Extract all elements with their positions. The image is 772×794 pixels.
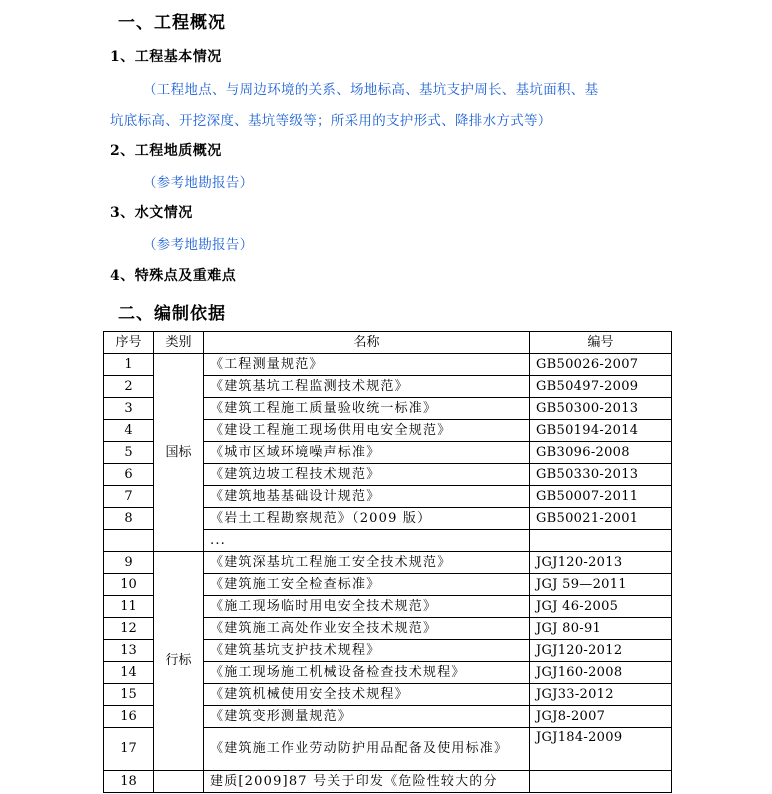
row-code: JGJ120-2013 — [530, 552, 672, 574]
row-name: 《建筑基坑工程监测技术规范》 — [204, 376, 530, 398]
table-header-row — [104, 332, 672, 354]
subsection-1-1-note-line1: （工程地点、与周边环境的关系、场地标高、基坑支护周长、基坑面积、基 — [143, 82, 599, 98]
subsection-1-2-note: （参考地勘报告） — [143, 175, 254, 191]
row-name: 《建设工程施工现场供用电安全规范》 — [204, 420, 530, 442]
row-code: GB50007-2011 — [530, 486, 672, 508]
row-name: 《施工现场施工机械设备检查技术规程》 — [204, 662, 530, 684]
row-code: GB50026-2007 — [530, 354, 672, 376]
row-name: 《建筑施工作业劳动防护用品配备及使用标准》 — [204, 728, 530, 771]
table-row — [104, 552, 672, 574]
row-name: 《施工现场临时用电安全技术规范》 — [204, 596, 530, 618]
subsection-1-1-note-line2: 坑底标高、开挖深度、基坑等级等；所采用的支护形式、降排水方式等） — [110, 113, 552, 129]
table-row — [104, 354, 672, 376]
row-code: JGJ 46-2005 — [530, 596, 672, 618]
row-no: 1 — [104, 354, 154, 376]
row-code: JGJ 80-91 — [530, 618, 672, 640]
row-no: 12 — [104, 618, 154, 640]
row-name: 《建筑深基坑工程施工安全技术规范》 — [204, 552, 530, 574]
row-name: 《岩土工程勘察规范》（2009 版） — [204, 508, 530, 530]
row-category-empty — [154, 771, 204, 793]
row-name: 《建筑基坑支护技术规程》 — [204, 640, 530, 662]
row-no: 15 — [104, 684, 154, 706]
row-code: JGJ8-2007 — [530, 706, 672, 728]
row-name: 《建筑工程施工质量验收统一标准》 — [204, 398, 530, 420]
table-row — [104, 771, 672, 793]
row-code: JGJ160-2008 — [530, 662, 672, 684]
row-name: 《建筑边坡工程技术规范》 — [204, 464, 530, 486]
reference-standards-table — [103, 331, 672, 793]
subsection-1-3-heading: 3、水文情况 — [110, 205, 193, 221]
row-code: GB50021-2001 — [530, 508, 672, 530]
header-code: 编号 — [530, 332, 672, 354]
row-code: GB50330-2013 — [530, 464, 672, 486]
row-name: 《建筑变形测量规范》 — [204, 706, 530, 728]
row-no: 13 — [104, 640, 154, 662]
ellipsis-cell: ... — [204, 530, 530, 552]
row-name: 《建筑机械使用安全技术规程》 — [204, 684, 530, 706]
subsection-1-3-note: （参考地勘报告） — [143, 237, 254, 253]
row-no: 17 — [104, 728, 154, 771]
row-no: 4 — [104, 420, 154, 442]
row-no-empty — [104, 530, 154, 552]
header-no: 序号 — [104, 332, 154, 354]
category-national: 国标 — [154, 354, 204, 552]
row-no: 14 — [104, 662, 154, 684]
row-name: 《工程测量规范》 — [204, 354, 530, 376]
row-name: 《城市区域环境噪声标准》 — [204, 442, 530, 464]
header-category: 类别 — [154, 332, 204, 354]
category-industry: 行标 — [154, 552, 204, 771]
row-code: JGJ120-2012 — [530, 640, 672, 662]
row-no: 9 — [104, 552, 154, 574]
row-code: GB50194-2014 — [530, 420, 672, 442]
section-2-heading: 二、编制依据 — [118, 304, 226, 324]
row-no: 7 — [104, 486, 154, 508]
row-code: GB3096-2008 — [530, 442, 672, 464]
row-code: JGJ184-2009 — [530, 728, 672, 771]
row-code-empty — [530, 530, 672, 552]
row-code: GB50497-2009 — [530, 376, 672, 398]
row-code: JGJ33-2012 — [530, 684, 672, 706]
row-no: 3 — [104, 398, 154, 420]
subsection-1-1-heading: 1、工程基本情况 — [110, 49, 222, 65]
row-code: JGJ 59—2011 — [530, 574, 672, 596]
row-code — [530, 771, 672, 793]
row-no: 11 — [104, 596, 154, 618]
row-no: 2 — [104, 376, 154, 398]
header-name: 名称 — [204, 332, 530, 354]
row-name: 《建筑施工安全检查标准》 — [204, 574, 530, 596]
row-no: 18 — [104, 771, 154, 793]
row-name: 《建筑施工高处作业安全技术规范》 — [204, 618, 530, 640]
row-code: GB50300-2013 — [530, 398, 672, 420]
row-no: 6 — [104, 464, 154, 486]
row-no: 16 — [104, 706, 154, 728]
row-no: 5 — [104, 442, 154, 464]
subsection-1-4-heading: 4、特殊点及重难点 — [110, 268, 237, 284]
row-name: 建质[2009]87 号关于印发《危险性较大的分 — [204, 771, 530, 793]
row-no: 8 — [104, 508, 154, 530]
row-name: 《建筑地基基础设计规范》 — [204, 486, 530, 508]
subsection-1-2-heading: 2、工程地质概况 — [110, 143, 222, 159]
section-1-heading: 一、工程概况 — [118, 13, 226, 33]
row-no: 10 — [104, 574, 154, 596]
